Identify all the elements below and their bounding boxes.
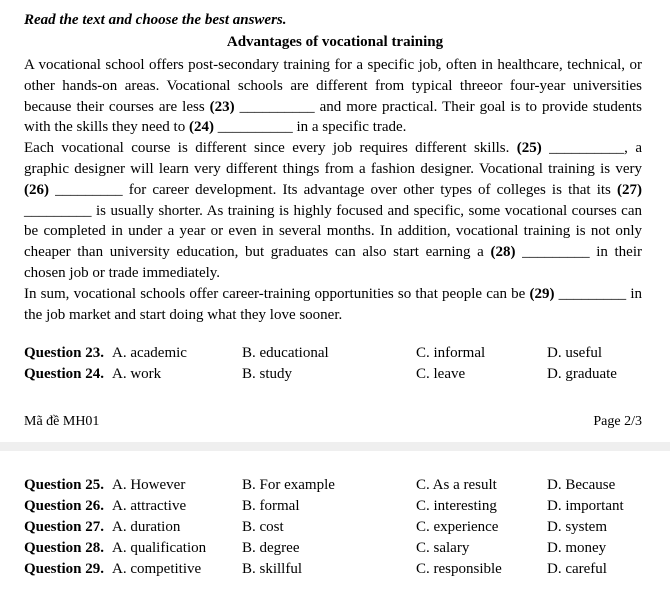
answer-option-c[interactable]: C. experience — [416, 519, 499, 535]
passage-text: _________ for career development. Its advantage over other types of colleges is that its — [49, 181, 617, 198]
answer-option-c[interactable]: C. responsible — [416, 561, 502, 577]
answer-option-a[interactable]: A. work — [112, 366, 162, 382]
answer-option-d[interactable]: D. graduate — [547, 366, 617, 382]
answer-option-d[interactable]: D. Because — [547, 477, 616, 493]
blank-number: (23) — [209, 98, 235, 115]
passage — [24, 55, 642, 325]
page-bottom — [0, 451, 670, 598]
question-number: Question 28. — [24, 540, 105, 556]
answer-option-c[interactable]: C. leave — [416, 366, 466, 382]
answer-option-a[interactable]: A. However — [112, 477, 186, 493]
passage-text: _________ in the job market and start doing what they love sooner. — [24, 285, 642, 323]
blank-number: (24) — [188, 119, 214, 136]
exam-code: Mã đề MH01 — [24, 414, 100, 429]
question-label — [24, 496, 104, 517]
question-label — [24, 538, 104, 559]
question-label — [24, 559, 104, 580]
passage-paragraph — [24, 55, 642, 138]
answer-option-b[interactable]: B. skillful — [242, 561, 303, 577]
passage-text: __________, a graphic designer will learn very different things from a fashion designer. Vocational training is very — [24, 140, 642, 177]
answer-option-d[interactable]: D. system — [547, 519, 607, 535]
page-number: Page 2/3 — [593, 414, 642, 429]
answer-option-d[interactable]: D. careful — [547, 561, 607, 577]
question-label — [24, 343, 104, 364]
question-label — [24, 517, 104, 538]
question-row — [24, 517, 644, 538]
question-label — [24, 364, 104, 385]
answer-option-b[interactable]: B. degree — [242, 540, 300, 556]
question-number: Question 23. — [24, 345, 105, 361]
passage-text: _________ in their chosen job or trade immediately. — [24, 244, 642, 281]
question-row — [24, 559, 644, 580]
question-row — [24, 475, 644, 496]
question-number: Question 25. — [24, 477, 105, 493]
question-label — [24, 475, 104, 496]
question-row — [24, 496, 644, 517]
answer-option-d[interactable]: D. important — [547, 498, 624, 514]
passage-text: In sum, vocational schools offer career-training opportunities so that people can be — [24, 285, 530, 302]
answer-option-c[interactable]: C. interesting — [416, 498, 497, 514]
blank-number: (26) — [24, 181, 49, 198]
question-number: Question 27. — [24, 519, 105, 535]
answer-option-b[interactable]: B. cost — [242, 519, 284, 535]
answer-option-a[interactable]: A. qualification — [112, 540, 207, 556]
answer-option-d[interactable]: D. useful — [547, 345, 602, 361]
answer-option-a[interactable]: A. duration — [112, 519, 181, 535]
passage-text: __________ in a specific trade. — [213, 119, 407, 136]
answer-option-b[interactable]: B. study — [242, 366, 293, 382]
question-number: Question 29. — [24, 561, 105, 577]
blank-number: (27) — [617, 181, 642, 198]
answer-option-b[interactable]: B. educational — [242, 345, 329, 361]
question-number: Question 24. — [24, 366, 105, 382]
answer-option-b[interactable]: B. formal — [242, 498, 300, 514]
passage-text: _________ is usually shorter. As training is highly focused and specific, some vocational courses can be completed in under a year or even in several months. In addition, vocational training is not only cheaper than university education, but graduates can also start earning a — [24, 202, 642, 261]
blank-number: (28) — [490, 244, 516, 261]
answer-option-a[interactable]: A. academic — [112, 345, 187, 361]
passage-text: Each vocational course is different since every job requires different skills. — [24, 140, 517, 157]
answer-option-a[interactable]: A. competitive — [112, 561, 202, 577]
answer-option-c[interactable]: C. As a result — [416, 477, 497, 493]
passage-paragraph — [24, 284, 642, 326]
answer-option-c[interactable]: C. informal — [416, 345, 486, 361]
question-row — [24, 343, 644, 364]
question-row — [24, 364, 644, 385]
blank-number: (25) — [516, 140, 542, 157]
page-separator — [0, 442, 670, 451]
answer-option-d[interactable]: D. money — [547, 540, 607, 556]
answer-option-a[interactable]: A. attractive — [112, 498, 187, 514]
passage-text: A vocational school offers post-secondary training for a specific job, often in healthcare, technical, or other hands-on areas. Vocational schools are different from typical threeor four-year universities because their courses are less — [24, 57, 642, 115]
answer-option-c[interactable]: C. salary — [416, 540, 470, 556]
passage-title: Advantages of vocational training — [226, 34, 444, 50]
answer-option-b[interactable]: B. For example — [242, 477, 335, 493]
question-number: Question 26. — [24, 498, 105, 514]
passage-text: __________ and more practical. Their goal is to provide students with the skills they need to — [24, 98, 642, 136]
question-row — [24, 538, 644, 559]
instruction: Read the text and choose the best answers. — [24, 12, 287, 28]
blank-number: (29) — [529, 285, 555, 302]
passage-paragraph — [24, 138, 642, 284]
